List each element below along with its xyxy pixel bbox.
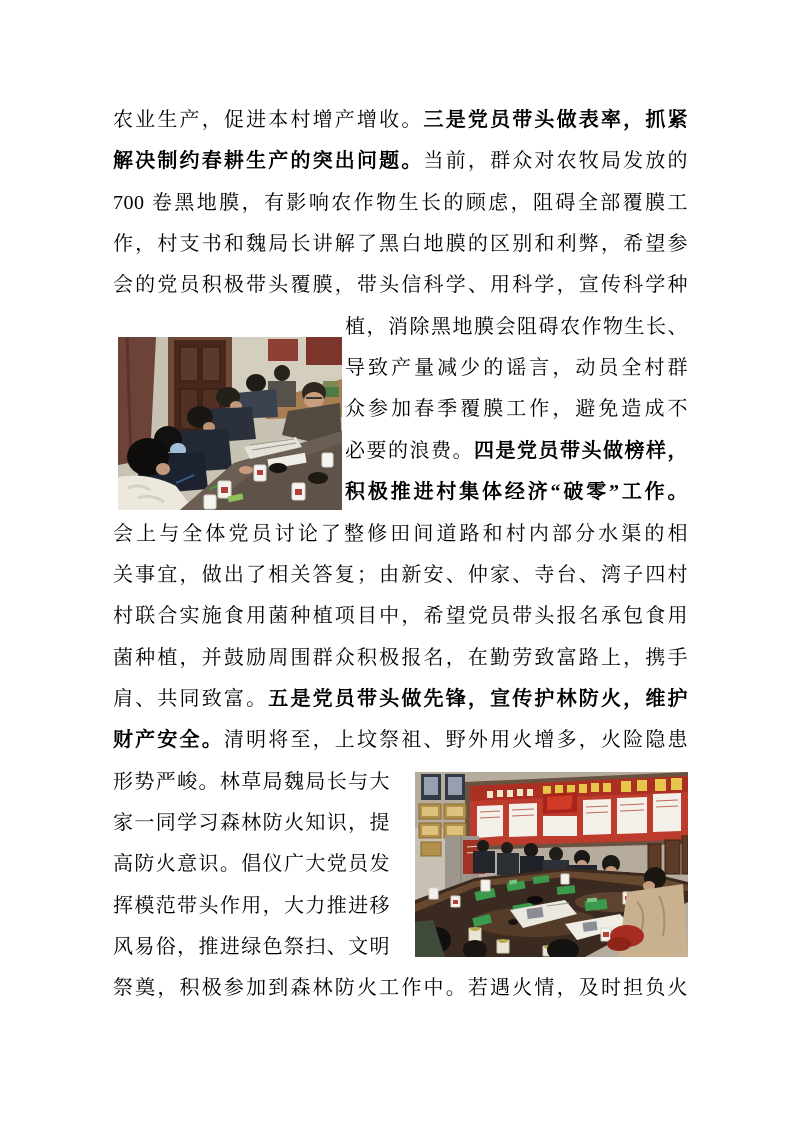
text-segment: 清明将至，上坟祭祖、野外用火增多，火险隐患: [223, 729, 689, 752]
text-segment: 祭奠，积极参加到森林防火工作中。若遇火情，及时担负火: [113, 977, 688, 1000]
text-line: [113, 99, 688, 141]
text-line: [113, 637, 688, 679]
text-segment: 肩、共同致富。: [113, 687, 269, 710]
text-line: [113, 223, 688, 265]
text-line: [345, 471, 688, 513]
text-line: [113, 140, 688, 182]
text-segment: 村联合实施食用菌种植项目中，希望党员带头报名承包食用: [113, 605, 688, 628]
text-line: [113, 513, 688, 555]
text-line: [345, 388, 688, 430]
text-line: [113, 719, 688, 761]
text-line: [113, 885, 390, 927]
text-segment: 导致产量减少的谣言，动员全村群: [345, 357, 688, 380]
text-line: [345, 430, 688, 472]
bold-text-segment: 积极推进村集体经济“破零”工作。: [345, 481, 688, 504]
text-segment: 会的党员积极带头覆膜，带头信科学、用科学，宣传科学种: [113, 274, 688, 297]
bold-text-segment: 四是党员带头做榜样，: [474, 439, 688, 462]
text-segment: 700 卷黑地膜，有影响农作物生长的顾虑，阻碍全部覆膜工: [113, 191, 688, 214]
meeting-photo-1: [118, 337, 342, 510]
text-line: [113, 264, 688, 306]
text-line: [113, 926, 390, 968]
text-segment: 作，村支书和魏局长讲解了黑白地膜的区别和利弊，希望参: [113, 233, 688, 256]
text-line: [113, 595, 688, 637]
text-line: [113, 761, 390, 803]
text-segment: 家一同学习森林防火知识，提: [113, 811, 390, 834]
text-line: [345, 347, 688, 389]
text-segment: 必要的浪费。: [345, 439, 474, 462]
text-segment: 风易俗，推进绿色祭扫、文明: [113, 936, 390, 958]
text-line: [345, 306, 688, 348]
text-line: [113, 843, 390, 885]
bold-text-segment: 财产安全。: [113, 729, 224, 752]
text-segment: 植，消除黑地膜会阻碍农作物生长、: [345, 315, 688, 338]
text-segment: 关事宜，做出了相关答复；由新安、仲家、寺台、湾子四村: [113, 563, 688, 586]
text-segment: 形势严峻。林草局魏局长与大: [113, 770, 390, 793]
text-segment: 挥模范带头作用，大力推进移: [113, 894, 390, 917]
bold-text-segment: 三是党员带头做表率，抓紧: [423, 109, 689, 131]
text-line: [113, 678, 688, 720]
text-segment: 众参加春季覆膜工作，避免造成不: [345, 398, 688, 421]
bold-text-segment: 五是党员带头做先锋，宣传护林防火，维护: [268, 687, 689, 710]
text-line: [113, 554, 688, 596]
text-line: [113, 967, 688, 1009]
meeting-photo-2: [415, 772, 688, 957]
text-segment: 高防火意识。倡仪广大党员发: [113, 853, 390, 876]
text-segment: 农业生产，促进本村增产增收。: [113, 109, 424, 131]
text-segment: 会上与全体党员讨论了整修田间道路和村内部分水渠的相: [113, 522, 688, 545]
bold-text-segment: 解决制约春耕生产的突出问题。: [113, 150, 424, 173]
text-segment: 菌种植，并鼓励周围群众积极报名，在勤劳致富路上，携手: [113, 646, 688, 669]
text-segment: 当前，群众对农牧局发放的: [423, 150, 689, 173]
meeting-photo-1-illustration: [118, 337, 342, 510]
text-line: [113, 802, 390, 844]
text-line: [113, 182, 688, 224]
meeting-photo-2-illustration: [415, 772, 688, 957]
